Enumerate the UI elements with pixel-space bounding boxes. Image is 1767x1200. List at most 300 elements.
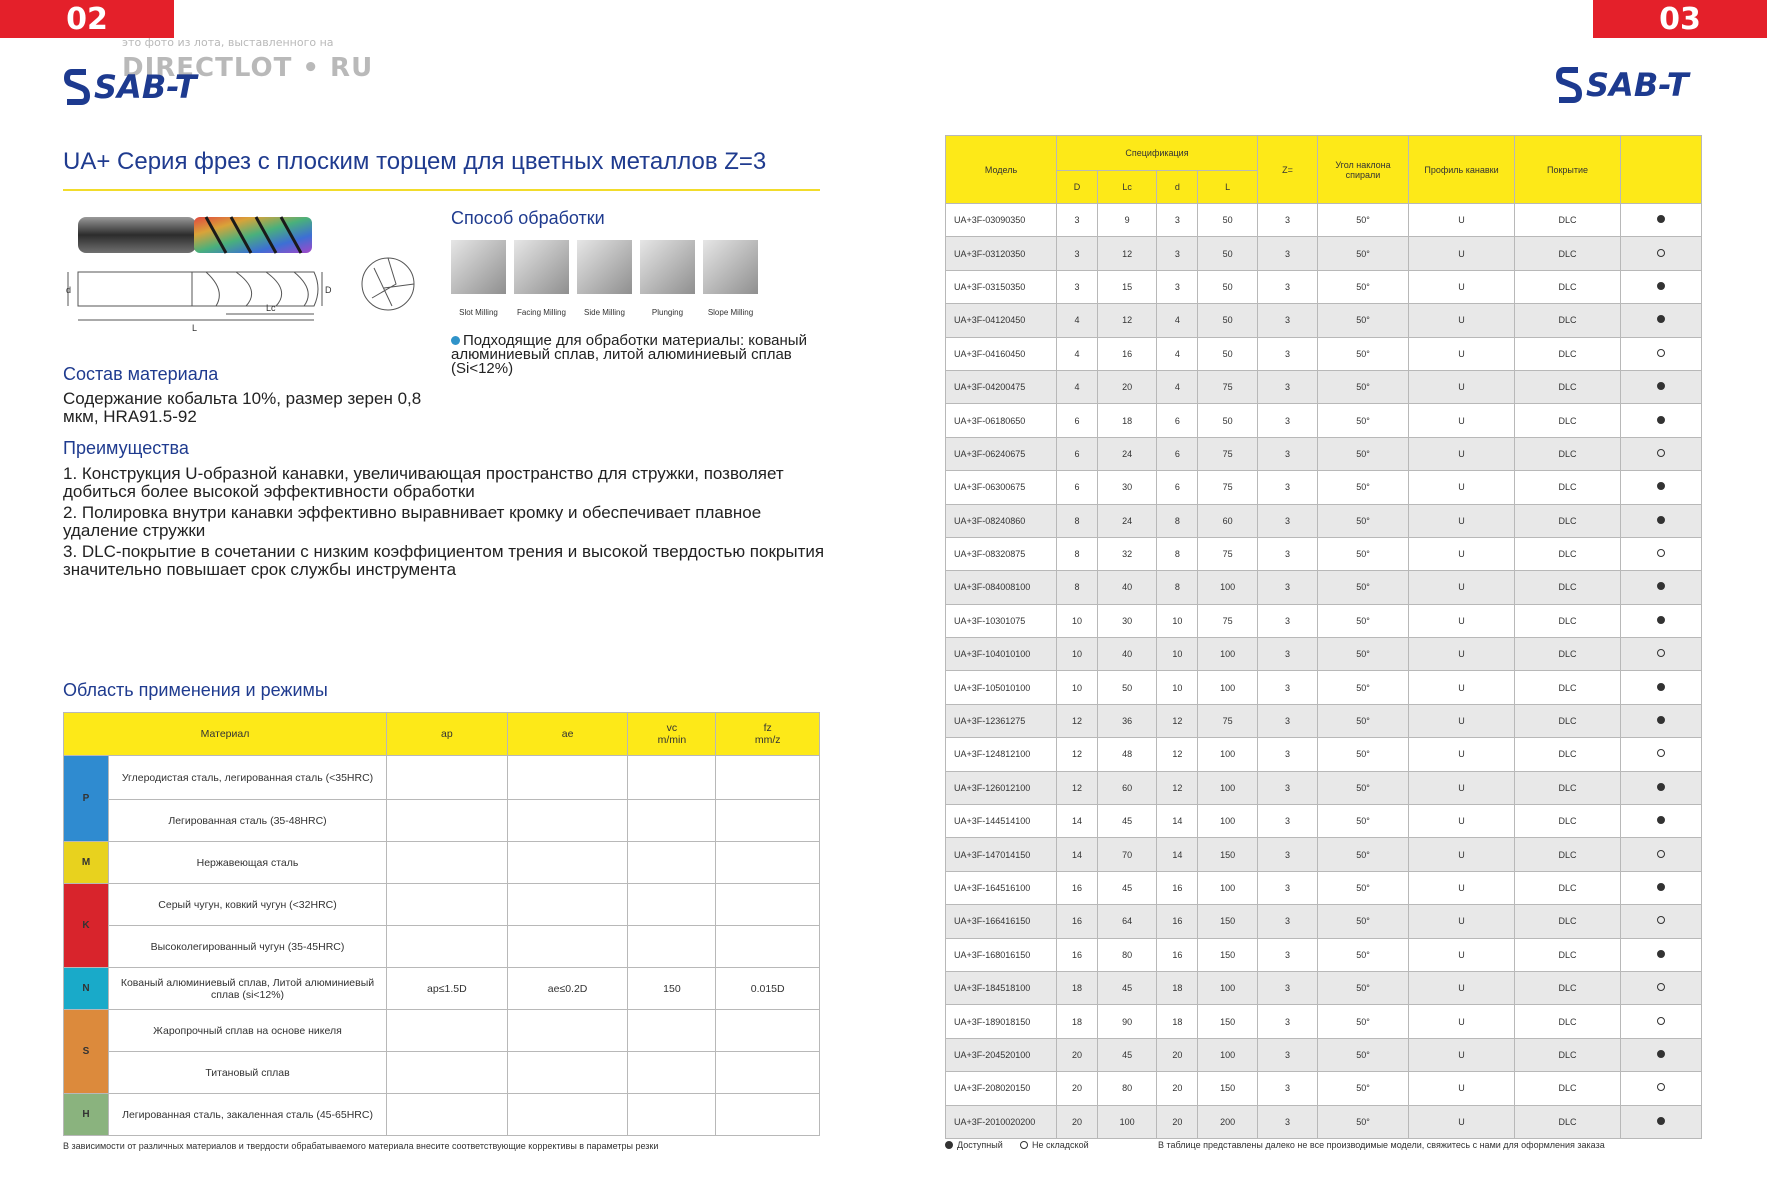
available-dot-icon <box>1657 1117 1665 1125</box>
available-dot-icon <box>1657 382 1665 390</box>
cell-stock <box>1621 971 1702 1004</box>
cell-fz <box>716 756 820 800</box>
cell-ap <box>387 800 508 842</box>
cell-model: UA+3F-166416150 <box>946 905 1057 938</box>
cell-model: UA+3F-04120450 <box>946 304 1057 337</box>
cell-z: 3 <box>1258 471 1318 504</box>
cell-coating: DLC <box>1515 938 1621 971</box>
cell-z: 3 <box>1258 1038 1318 1071</box>
suitable-materials-text: Подходящие для обработки материалы: кованый алюминиевый сплав, литой алюминиевый сплав (Si<12%) <box>451 332 807 377</box>
cell-z: 3 <box>1258 671 1318 704</box>
cell-Lc: 80 <box>1097 1072 1157 1105</box>
cell-vc: 150 <box>628 968 716 1010</box>
cell-ap <box>387 1094 508 1136</box>
cell-stock <box>1621 805 1702 838</box>
cell-Lc: 12 <box>1097 304 1157 337</box>
cell-d: 6 <box>1157 437 1198 470</box>
cell-d: 18 <box>1157 1005 1198 1038</box>
cell-L: 100 <box>1198 571 1258 604</box>
cell-Lc: 30 <box>1097 604 1157 637</box>
cell-L: 150 <box>1198 1072 1258 1105</box>
cell-d: 10 <box>1157 671 1198 704</box>
not-stocked-dot-icon <box>1657 749 1665 757</box>
table-row <box>946 871 1702 904</box>
cell-L: 75 <box>1198 437 1258 470</box>
page-title: UA+ Серия фрез с плоским торцем для цветных металлов Z=3 <box>63 148 767 175</box>
cell-Lc: 32 <box>1097 537 1157 570</box>
cell-stock <box>1621 537 1702 570</box>
cell-L: 100 <box>1198 971 1258 1004</box>
cell-d: 4 <box>1157 370 1198 403</box>
cell-model: UA+3F-04200475 <box>946 370 1057 403</box>
cell-D: 12 <box>1057 704 1098 737</box>
cell-model: UA+3F-084008100 <box>946 571 1057 604</box>
cell-stock <box>1621 838 1702 871</box>
method-label: Slope Milling <box>707 308 754 317</box>
tool-flutes <box>194 217 312 253</box>
table-row <box>946 838 1702 871</box>
cell-z: 3 <box>1258 204 1318 237</box>
cell-vc <box>628 756 716 800</box>
cell-z: 3 <box>1258 638 1318 671</box>
brand-name: SAB-T <box>1586 66 1689 104</box>
cell-model: UA+3F-104010100 <box>946 638 1057 671</box>
legend-not-stocked: Не складской <box>1020 1140 1089 1150</box>
cell-D: 3 <box>1057 237 1098 270</box>
cell-L: 100 <box>1198 1038 1258 1071</box>
available-dot-icon <box>1657 582 1665 590</box>
dim-D-label: D <box>325 285 332 295</box>
cell-profile: U <box>1409 437 1515 470</box>
cell-d: 12 <box>1157 771 1198 804</box>
cell-z: 3 <box>1258 1005 1318 1038</box>
cell-L: 100 <box>1198 738 1258 771</box>
available-dot-icon <box>1657 716 1665 724</box>
cell-Lc: 45 <box>1097 971 1157 1004</box>
cell-D: 10 <box>1057 638 1098 671</box>
cell-ap <box>387 926 508 968</box>
cell-Lc: 70 <box>1097 838 1157 871</box>
cell-Lc: 15 <box>1097 270 1157 303</box>
methods-title: Способ обработки <box>451 208 605 228</box>
cell-model: UA+3F-08240860 <box>946 504 1057 537</box>
cell-helix: 50° <box>1318 571 1409 604</box>
table-row <box>946 370 1702 403</box>
cell-z: 3 <box>1258 871 1318 904</box>
col-d: d <box>1157 171 1198 204</box>
cell-d: 3 <box>1157 204 1198 237</box>
cell-helix: 50° <box>1318 504 1409 537</box>
table-row <box>946 237 1702 270</box>
not-stocked-dot-icon <box>1657 349 1665 357</box>
cell-profile: U <box>1409 571 1515 604</box>
cell-L: 75 <box>1198 370 1258 403</box>
cell-L: 50 <box>1198 204 1258 237</box>
col-coating: Покрытие <box>1515 136 1621 204</box>
table-row <box>946 304 1702 337</box>
col-vc: vc m/min <box>628 713 716 756</box>
available-dot-icon <box>1657 616 1665 624</box>
method-side-milling <box>577 240 632 317</box>
cell-model: UA+3F-08320875 <box>946 537 1057 570</box>
table-row <box>946 604 1702 637</box>
cell-helix: 50° <box>1318 370 1409 403</box>
available-dot-icon <box>1657 215 1665 223</box>
method-plunging <box>640 240 695 317</box>
cell-d: 4 <box>1157 304 1198 337</box>
cell-model: UA+3F-03120350 <box>946 237 1057 270</box>
cell-coating: DLC <box>1515 771 1621 804</box>
cell-fz <box>716 1094 820 1136</box>
cell-ae <box>507 926 628 968</box>
cell-d: 8 <box>1157 537 1198 570</box>
table-row <box>64 1094 820 1136</box>
available-dot-icon <box>1657 883 1665 891</box>
cell-D: 3 <box>1057 204 1098 237</box>
cell-profile: U <box>1409 204 1515 237</box>
cell-material: Жаропрочный сплав на основе никеля <box>109 1010 387 1052</box>
cell-stock <box>1621 704 1702 737</box>
cell-stock <box>1621 237 1702 270</box>
cell-coating: DLC <box>1515 337 1621 370</box>
cell-profile: U <box>1409 971 1515 1004</box>
cell-Lc: 40 <box>1097 571 1157 604</box>
cell-L: 150 <box>1198 938 1258 971</box>
table-row <box>946 1005 1702 1038</box>
cell-z: 3 <box>1258 971 1318 1004</box>
cell-helix: 50° <box>1318 471 1409 504</box>
table-row <box>946 1072 1702 1105</box>
cell-L: 100 <box>1198 671 1258 704</box>
cell-D: 6 <box>1057 471 1098 504</box>
table-row <box>64 968 820 1010</box>
cell-z: 3 <box>1258 704 1318 737</box>
material-class-m: M <box>64 842 109 884</box>
cell-coating: DLC <box>1515 504 1621 537</box>
watermark-site: DIRECTLOT • RU <box>122 53 374 83</box>
cell-d: 16 <box>1157 938 1198 971</box>
cell-profile: U <box>1409 404 1515 437</box>
table-row <box>946 704 1702 737</box>
cell-stock <box>1621 204 1702 237</box>
material-class-p: P <box>64 756 109 842</box>
cell-D: 20 <box>1057 1072 1098 1105</box>
cell-D: 4 <box>1057 370 1098 403</box>
cell-stock <box>1621 337 1702 370</box>
cell-D: 4 <box>1057 304 1098 337</box>
cell-model: UA+3F-126012100 <box>946 771 1057 804</box>
cell-material: Углеродистая сталь, легированная сталь (<35HRC) <box>109 756 387 800</box>
cell-model: UA+3F-204520100 <box>946 1038 1057 1071</box>
available-dot-icon <box>1657 416 1665 424</box>
cell-ap <box>387 884 508 926</box>
cell-coating: DLC <box>1515 404 1621 437</box>
method-label: Side Milling <box>584 308 625 317</box>
not-stocked-dot-icon <box>1657 249 1665 257</box>
cell-Lc: 48 <box>1097 738 1157 771</box>
cell-coating: DLC <box>1515 971 1621 1004</box>
cell-D: 14 <box>1057 805 1098 838</box>
cell-profile: U <box>1409 1072 1515 1105</box>
cell-profile: U <box>1409 805 1515 838</box>
cell-helix: 50° <box>1318 1105 1409 1138</box>
cell-d: 3 <box>1157 270 1198 303</box>
cell-profile: U <box>1409 370 1515 403</box>
cell-material: Высоколегированный чугун (35-45HRC) <box>109 926 387 968</box>
cell-coating: DLC <box>1515 304 1621 337</box>
cell-L: 50 <box>1198 404 1258 437</box>
cell-fz <box>716 800 820 842</box>
cell-D: 6 <box>1057 437 1098 470</box>
cell-helix: 50° <box>1318 304 1409 337</box>
cell-Lc: 100 <box>1097 1105 1157 1138</box>
material-class-k: K <box>64 884 109 968</box>
cell-profile: U <box>1409 537 1515 570</box>
col-model: Модель <box>946 136 1057 204</box>
cell-Lc: 50 <box>1097 671 1157 704</box>
brand-s-icon <box>64 68 90 106</box>
cell-L: 50 <box>1198 304 1258 337</box>
cell-profile: U <box>1409 738 1515 771</box>
table-row <box>64 842 820 884</box>
cell-ap <box>387 1010 508 1052</box>
cell-L: 100 <box>1198 871 1258 904</box>
cell-stock <box>1621 571 1702 604</box>
cell-coating: DLC <box>1515 571 1621 604</box>
cell-helix: 50° <box>1318 805 1409 838</box>
not-stocked-dot-icon <box>1020 1141 1028 1149</box>
cell-helix: 50° <box>1318 971 1409 1004</box>
cell-stock <box>1621 1105 1702 1138</box>
dim-d-label: d <box>66 285 72 295</box>
col-stock <box>1621 136 1702 204</box>
cell-model: UA+3F-2010020200 <box>946 1105 1057 1138</box>
cell-d: 6 <box>1157 404 1198 437</box>
cell-d: 14 <box>1157 838 1198 871</box>
cell-Lc: 45 <box>1097 805 1157 838</box>
cell-Lc: 9 <box>1097 204 1157 237</box>
col-profile: Профиль канавки <box>1409 136 1515 204</box>
cell-helix: 50° <box>1318 337 1409 370</box>
cell-model: UA+3F-04160450 <box>946 337 1057 370</box>
advantage-item: 1. Конструкция U-образной канавки, увеличивающая пространство для стружки, позволяет добиться более высокой эффективности обработки <box>63 464 784 501</box>
cell-Lc: 40 <box>1097 638 1157 671</box>
cell-ae <box>507 1094 628 1136</box>
cell-D: 4 <box>1057 337 1098 370</box>
cell-d: 20 <box>1157 1105 1198 1138</box>
cell-Lc: 18 <box>1097 404 1157 437</box>
cell-z: 3 <box>1258 738 1318 771</box>
table-row <box>946 738 1702 771</box>
page-number-left: 02 <box>0 0 174 38</box>
cell-stock <box>1621 905 1702 938</box>
composition-title: Состав материала <box>63 364 219 384</box>
cell-vc <box>628 884 716 926</box>
cell-coating: DLC <box>1515 1038 1621 1071</box>
cell-L: 100 <box>1198 771 1258 804</box>
cell-coating: DLC <box>1515 471 1621 504</box>
cell-profile: U <box>1409 771 1515 804</box>
cell-helix: 50° <box>1318 938 1409 971</box>
cell-L: 75 <box>1198 604 1258 637</box>
cell-stock <box>1621 1038 1702 1071</box>
col-material: Материал <box>64 713 387 756</box>
cell-L: 150 <box>1198 905 1258 938</box>
cell-L: 50 <box>1198 270 1258 303</box>
cell-stock <box>1621 1005 1702 1038</box>
cell-profile: U <box>1409 471 1515 504</box>
cell-z: 3 <box>1258 1105 1318 1138</box>
table-row <box>946 204 1702 237</box>
table-row <box>64 1052 820 1094</box>
cell-stock <box>1621 871 1702 904</box>
col-D: D <box>1057 171 1098 204</box>
cell-D: 16 <box>1057 905 1098 938</box>
cell-helix: 50° <box>1318 1072 1409 1105</box>
cell-helix: 50° <box>1318 537 1409 570</box>
cell-Lc: 64 <box>1097 905 1157 938</box>
table-row <box>946 671 1702 704</box>
tool-shank <box>78 217 196 253</box>
side-milling-icon <box>577 240 632 294</box>
cell-material: Нержавеющая сталь <box>109 842 387 884</box>
cell-profile: U <box>1409 1038 1515 1071</box>
composition-text: Содержание кобальта 10%, размер зерен 0,8 мкм, HRA91.5-92 <box>63 389 422 426</box>
cell-coating: DLC <box>1515 905 1621 938</box>
cell-model: UA+3F-164516100 <box>946 871 1057 904</box>
cell-d: 12 <box>1157 738 1198 771</box>
cell-fz: 0.015D <box>716 968 820 1010</box>
available-dot-icon <box>1657 683 1665 691</box>
bullet-icon <box>451 336 460 345</box>
cell-material: Серый чугун, ковкий чугун (<32HRC) <box>109 884 387 926</box>
table-row <box>946 1038 1702 1071</box>
available-dot-icon <box>1657 950 1665 958</box>
cell-D: 16 <box>1057 938 1098 971</box>
application-table <box>63 712 820 1136</box>
cell-d: 4 <box>1157 337 1198 370</box>
cell-coating: DLC <box>1515 237 1621 270</box>
cell-ae <box>507 1010 628 1052</box>
cell-profile: U <box>1409 504 1515 537</box>
cell-stock <box>1621 1072 1702 1105</box>
spec-table <box>945 135 1702 1139</box>
table-row <box>946 537 1702 570</box>
cell-model: UA+3F-208020150 <box>946 1072 1057 1105</box>
cell-coating: DLC <box>1515 1105 1621 1138</box>
cell-profile: U <box>1409 604 1515 637</box>
col-z: Z= <box>1258 136 1318 204</box>
cell-D: 14 <box>1057 838 1098 871</box>
available-dot-icon <box>1657 1050 1665 1058</box>
method-slope-milling <box>703 240 758 317</box>
table-row <box>946 471 1702 504</box>
table-row <box>64 884 820 926</box>
facing-milling-icon <box>514 240 569 294</box>
cell-d: 16 <box>1157 871 1198 904</box>
cell-model: UA+3F-03150350 <box>946 270 1057 303</box>
table-row <box>946 1105 1702 1138</box>
cell-helix: 50° <box>1318 404 1409 437</box>
cell-coating: DLC <box>1515 838 1621 871</box>
cell-z: 3 <box>1258 437 1318 470</box>
cell-z: 3 <box>1258 771 1318 804</box>
cell-Lc: 80 <box>1097 938 1157 971</box>
cell-Lc: 20 <box>1097 370 1157 403</box>
cell-d: 16 <box>1157 905 1198 938</box>
cell-vc <box>628 1010 716 1052</box>
cell-material: Легированная сталь (35-48HRC) <box>109 800 387 842</box>
cell-stock <box>1621 604 1702 637</box>
cell-z: 3 <box>1258 504 1318 537</box>
cell-helix: 50° <box>1318 671 1409 704</box>
method-label: Facing Milling <box>517 308 566 317</box>
cell-D: 8 <box>1057 571 1098 604</box>
cell-ae: ae≤0.2D <box>507 968 628 1010</box>
cell-fz <box>716 1052 820 1094</box>
table-row <box>946 571 1702 604</box>
advantage-item: 3. DLC-покрытие в сочетании с низким коэффициентом трения и высокой твердостью покрытия значительно повышает срок службы инструмента <box>63 542 825 579</box>
cell-stock <box>1621 504 1702 537</box>
table-row <box>64 1010 820 1052</box>
cell-vc <box>628 1094 716 1136</box>
cell-L: 150 <box>1198 838 1258 871</box>
cell-helix: 50° <box>1318 905 1409 938</box>
cell-material: Кованый алюминиевый сплав, Литой алюминиевый сплав (si<12%) <box>109 968 387 1010</box>
cell-helix: 50° <box>1318 1005 1409 1038</box>
cell-Lc: 45 <box>1097 1038 1157 1071</box>
cell-model: UA+3F-184518100 <box>946 971 1057 1004</box>
cell-z: 3 <box>1258 805 1318 838</box>
cell-model: UA+3F-124812100 <box>946 738 1057 771</box>
cell-d: 14 <box>1157 805 1198 838</box>
cell-d: 8 <box>1157 504 1198 537</box>
not-stocked-dot-icon <box>1657 1017 1665 1025</box>
not-stocked-dot-icon <box>1657 916 1665 924</box>
table-row <box>946 938 1702 971</box>
table-row <box>946 905 1702 938</box>
cell-D: 8 <box>1057 504 1098 537</box>
cell-vc <box>628 800 716 842</box>
cell-d: 18 <box>1157 971 1198 1004</box>
cell-z: 3 <box>1258 938 1318 971</box>
cell-helix: 50° <box>1318 604 1409 637</box>
end-mill-illustration <box>66 210 426 340</box>
not-stocked-dot-icon <box>1657 549 1665 557</box>
cell-vc <box>628 926 716 968</box>
cell-z: 3 <box>1258 838 1318 871</box>
cell-profile: U <box>1409 337 1515 370</box>
table-row <box>946 805 1702 838</box>
cell-D: 18 <box>1057 971 1098 1004</box>
cell-helix: 50° <box>1318 771 1409 804</box>
table-row <box>946 270 1702 303</box>
method-label: Plunging <box>651 308 684 317</box>
brand-s-icon <box>1556 66 1582 104</box>
cell-ae <box>507 756 628 800</box>
cell-z: 3 <box>1258 370 1318 403</box>
cell-profile: U <box>1409 237 1515 270</box>
cell-model: UA+3F-06240675 <box>946 437 1057 470</box>
cell-z: 3 <box>1258 337 1318 370</box>
cell-fz <box>716 926 820 968</box>
table-row <box>946 971 1702 1004</box>
cell-profile: U <box>1409 905 1515 938</box>
cell-Lc: 24 <box>1097 437 1157 470</box>
table-row <box>64 926 820 968</box>
cell-coating: DLC <box>1515 604 1621 637</box>
cell-vc <box>628 1052 716 1094</box>
